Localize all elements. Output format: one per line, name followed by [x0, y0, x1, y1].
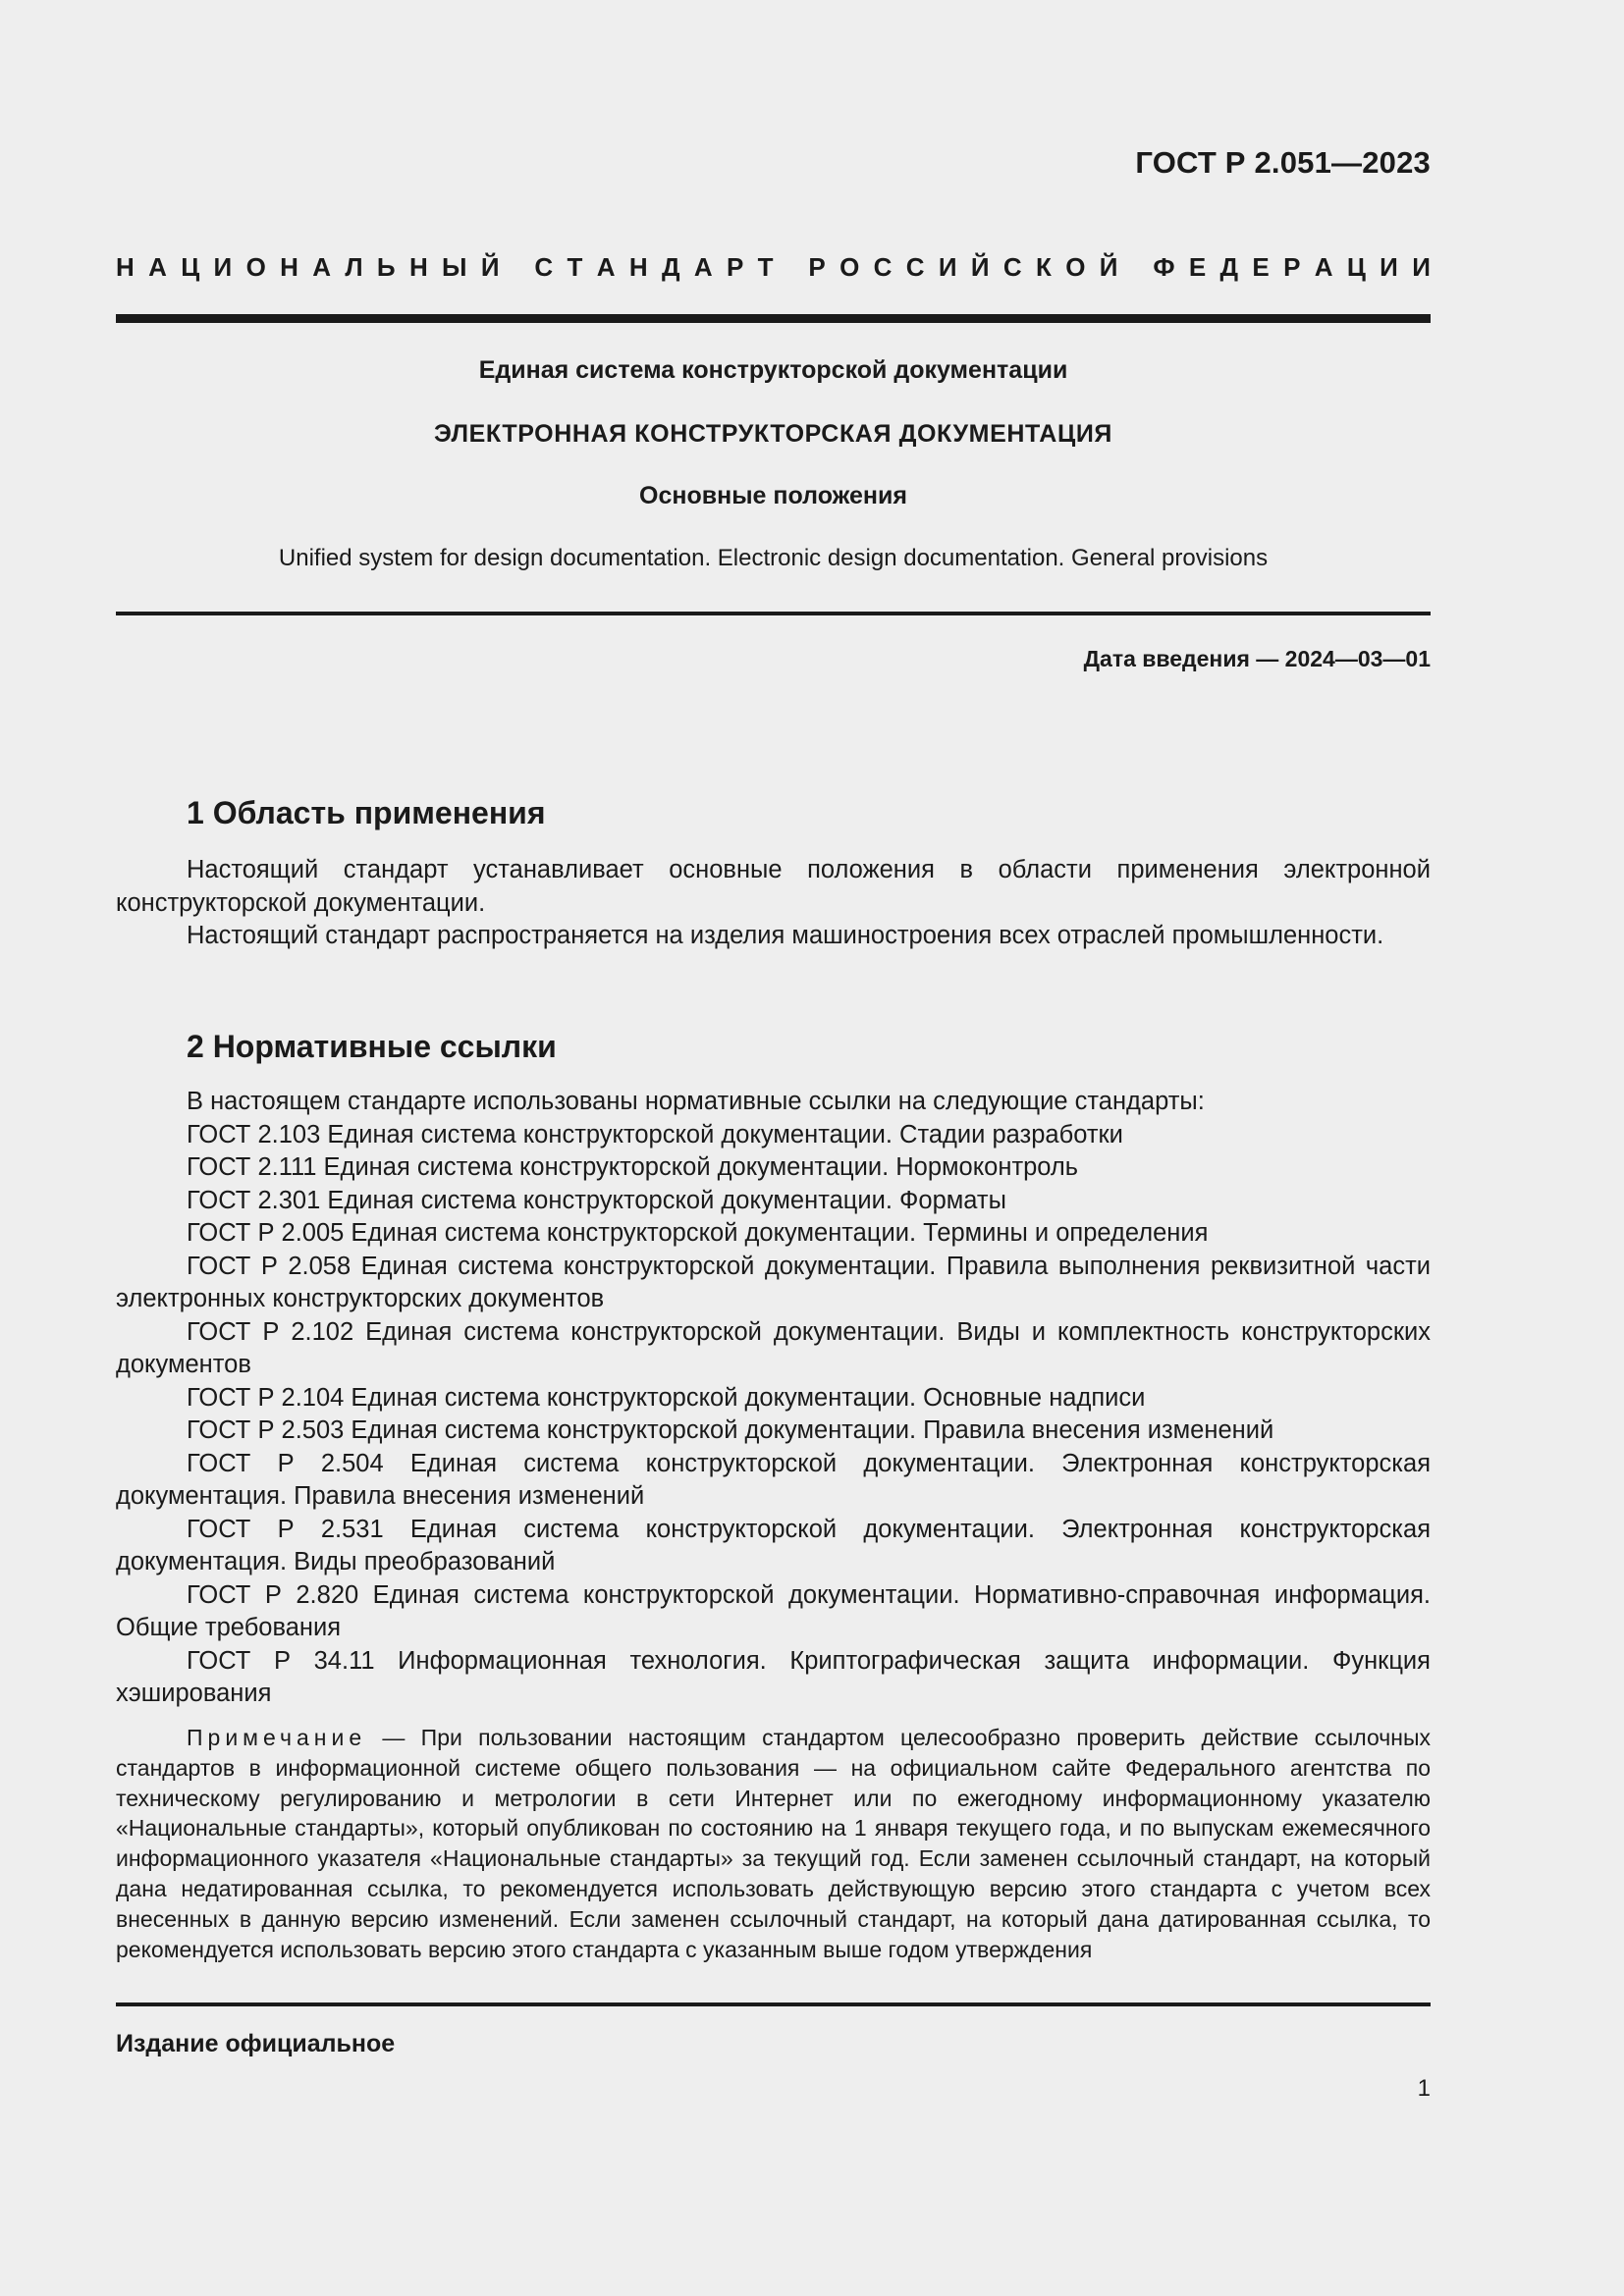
document-page	[116, 0, 1431, 2296]
heading-letter: Д	[1219, 252, 1239, 282]
heading-letter: Ц	[181, 252, 200, 282]
standard-number: ГОСТ Р 2.051—2023	[1135, 145, 1431, 180]
heading-letter: Ы	[442, 252, 467, 282]
reference-item: ГОСТ Р 2.058 Единая система конструкторской документации. Правила выполнения реквизитной части электронных конструкторских документов	[116, 1252, 1431, 1312]
heading-letter: А	[596, 252, 616, 282]
reference-item: ГОСТ Р 2.504 Единая система конструкторской документации. Электронная конструкторская документация. Правила внесения изменений	[116, 1449, 1431, 1510]
reference-item: ГОСТ Р 2.820 Единая система конструкторской документации. Нормативно-справочная информация. Общие требования	[116, 1580, 1431, 1641]
heading-letter: Р	[808, 252, 826, 282]
reference-item: ГОСТ 2.103 Единая система конструкторской документации. Стадии разработки	[187, 1120, 1123, 1148]
heading-letter: И	[213, 252, 233, 282]
edition-label: Издание официальное	[116, 2030, 396, 2057]
heading-letter: Р	[726, 252, 744, 282]
heading-letter: О	[245, 252, 266, 282]
heading-letter: И	[1412, 252, 1431, 282]
footer-divider	[116, 2002, 1431, 2006]
title-english: Unified system for design documentation. Electronic design documentation. General provisions	[278, 545, 1269, 571]
page-number: 1	[1417, 2075, 1431, 2102]
section-1-heading: 1 Область применения	[187, 795, 546, 830]
reference-item: ГОСТ Р 2.005 Единая система конструкторской документации. Термины и определения	[187, 1219, 1209, 1247]
heading-letter: Ц	[1346, 252, 1366, 282]
title-sub: Основные положения	[639, 482, 907, 509]
heading-letter: Е	[1188, 252, 1207, 282]
heading-letter: Н	[116, 252, 135, 282]
heading-letter: С	[1002, 252, 1022, 282]
heading-letter: Т	[567, 252, 583, 282]
national-standard-heading	[116, 252, 1431, 283]
title-system: Единая система конструкторской документации	[478, 356, 1068, 384]
heading-letter: Ь	[376, 252, 396, 282]
heading-letter: К	[1035, 252, 1052, 282]
heading-letter: А	[312, 252, 332, 282]
reference-item: ГОСТ Р 2.503 Единая система конструкторской документации. Правила внесения изменений	[187, 1416, 1274, 1444]
heading-letter: Н	[628, 252, 648, 282]
section-2-body	[116, 1086, 1431, 1711]
reference-item: ГОСТ Р 34.11 Информационная технология. Криптографическая защита информации. Функция хэширования	[116, 1646, 1431, 1707]
section-1-body	[116, 854, 1431, 953]
title-main: ЭЛЕКТРОННАЯ КОНСТРУКТОРСКАЯ ДОКУМЕНТАЦИЯ	[434, 420, 1112, 448]
heading-letter: Л	[345, 252, 363, 282]
heading-letter: Р	[1283, 252, 1301, 282]
heading-letter: Н	[280, 252, 298, 282]
heading-letter: Т	[757, 252, 774, 282]
note	[116, 1723, 1431, 1964]
heading-letter: Й	[1099, 252, 1118, 282]
heading-letter: Й	[480, 252, 500, 282]
heading-letter: Й	[970, 252, 990, 282]
heading-letter: Д	[661, 252, 680, 282]
heading-letter: С	[905, 252, 925, 282]
heading-letter: О	[839, 252, 860, 282]
reference-item: ГОСТ 2.301 Единая система конструкторской документации. Форматы	[187, 1186, 1006, 1214]
heading-letter: А	[148, 252, 167, 282]
note-text: — При пользовании настоящим стандартом целесообразно проверить действие ссылочных стандартов в информационной системе общего пользования — на официальном сайте Федерального агентства по техническому регулированию и метрологии в сети Интернет или по ежегодному информационному указателю «Национальные стандарты», который опубликован по состоянию на 1 января текущего года, и по выпускам ежемесячного информационного указателя «Национальные стандарты» за текущий год. Если заменен ссылочный стандарт, на который дана недатированная ссылка, то рекомендуется использовать действующую версию этого стандарта с учетом всех внесенных в данную версию изменений. Если заменен ссылочный стандарт, на который дана датированная ссылка, то рекомендуется использовать версию этого стандарта с указанным выше годом утверждения	[116, 1725, 1431, 1962]
reference-item: ГОСТ Р 2.102 Единая система конструкторской документации. Виды и комплектность конструкторских документов	[116, 1317, 1431, 1378]
heading-letter	[1132, 252, 1139, 283]
heading-letter	[787, 252, 794, 283]
heading-letter: С	[873, 252, 893, 282]
heading-letter: А	[693, 252, 713, 282]
heading-letter: Ф	[1153, 252, 1175, 282]
reference-item: ГОСТ 2.111 Единая система конструкторской документации. Нормоконтроль	[187, 1153, 1079, 1181]
paragraph: Настоящий стандарт распространяется на изделия машиностроения всех отраслей промышленности.	[187, 922, 1384, 949]
heading-letter: И	[1380, 252, 1398, 282]
header-divider-thick	[116, 314, 1431, 323]
reference-item: ГОСТ Р 2.104 Единая система конструкторской документации. Основные надписи	[187, 1383, 1146, 1412]
heading-letter: Н	[408, 252, 428, 282]
references-intro: В настоящем стандарте использованы нормативные ссылки на следующие стандарты:	[187, 1088, 1205, 1115]
heading-letter: О	[1065, 252, 1086, 282]
introduction-date: Дата введения — 2024—03—01	[1083, 646, 1431, 671]
heading-letter: И	[938, 252, 957, 282]
heading-letter: А	[1314, 252, 1333, 282]
heading-letter	[514, 252, 520, 283]
heading-letter: Е	[1252, 252, 1270, 282]
note-label: Примечание	[187, 1725, 367, 1750]
title-divider	[116, 612, 1431, 615]
reference-item: ГОСТ Р 2.531 Единая система конструкторской документации. Электронная конструкторская документация. Виды преобразований	[116, 1515, 1431, 1575]
paragraph: Настоящий стандарт устанавливает основные положения в области применения электронной конструкторской документации.	[116, 856, 1431, 917]
heading-letter: С	[534, 252, 554, 282]
section-2-heading: 2 Нормативные ссылки	[187, 1029, 557, 1064]
